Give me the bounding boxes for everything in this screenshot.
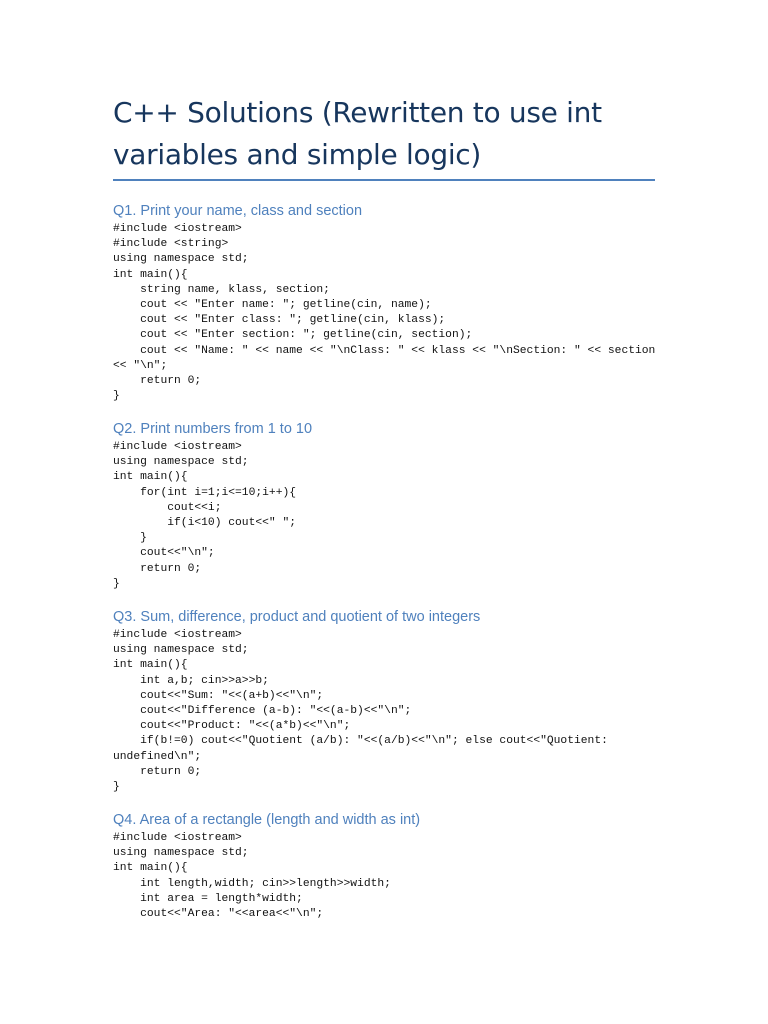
section-heading-q3: Q3. Sum, difference, product and quotient of two integers bbox=[113, 609, 481, 625]
section-heading-q4: Q4. Area of a rectangle (length and width as int) bbox=[113, 812, 421, 828]
code-block-q1: #include <iostream> #include <string> using namespace std; int main(){ string name, klass, section; cout << "Enter name: "; getline(cin, name); cout << "Enter class: "; getline(cin, klass); cout << "Enter section: "; getline(cin, section); cout << "Name: " << name << "\nClass: " << klass << "\nSection: " << section << "\n"; return 0; } bbox=[113, 223, 656, 403]
code-block-q3: #include <iostream> using namespace std; int main(){ int a,b; cin>>a>>b; cout<<"Sum: "<<(a+b)<<"\n"; cout<<"Difference (a-b): "<<(a-b)<<"\n"; cout<<"Product: "<<(a*b)<<"\n"; if(b!=0) cout<<"Quotient (a/b): "<<(a/b)<<"\n"; else cout<<"Quotient: undefined\n"; return 0; } bbox=[113, 629, 608, 794]
code-block-q4: #include <iostream> using namespace std; int main(){ int length,width; cin>>length>>width; int area = length*width; cout<<"Area: "<<area<<"\n"; bbox=[113, 832, 391, 921]
code-block-q2: #include <iostream> using namespace std; int main(){ for(int i=1;i<=10;i++){ cout<<i; if(i<10) cout<<" "; } cout<<"\n"; return 0; } bbox=[113, 441, 297, 590]
section-heading-q2: Q2. Print numbers from 1 to 10 bbox=[113, 421, 313, 437]
title-divider bbox=[113, 179, 655, 181]
section-heading-q1: Q1. Print your name, class and section bbox=[113, 203, 363, 219]
document-title: C++ Solutions (Rewritten to use int variables and simple logic) bbox=[113, 96, 602, 171]
